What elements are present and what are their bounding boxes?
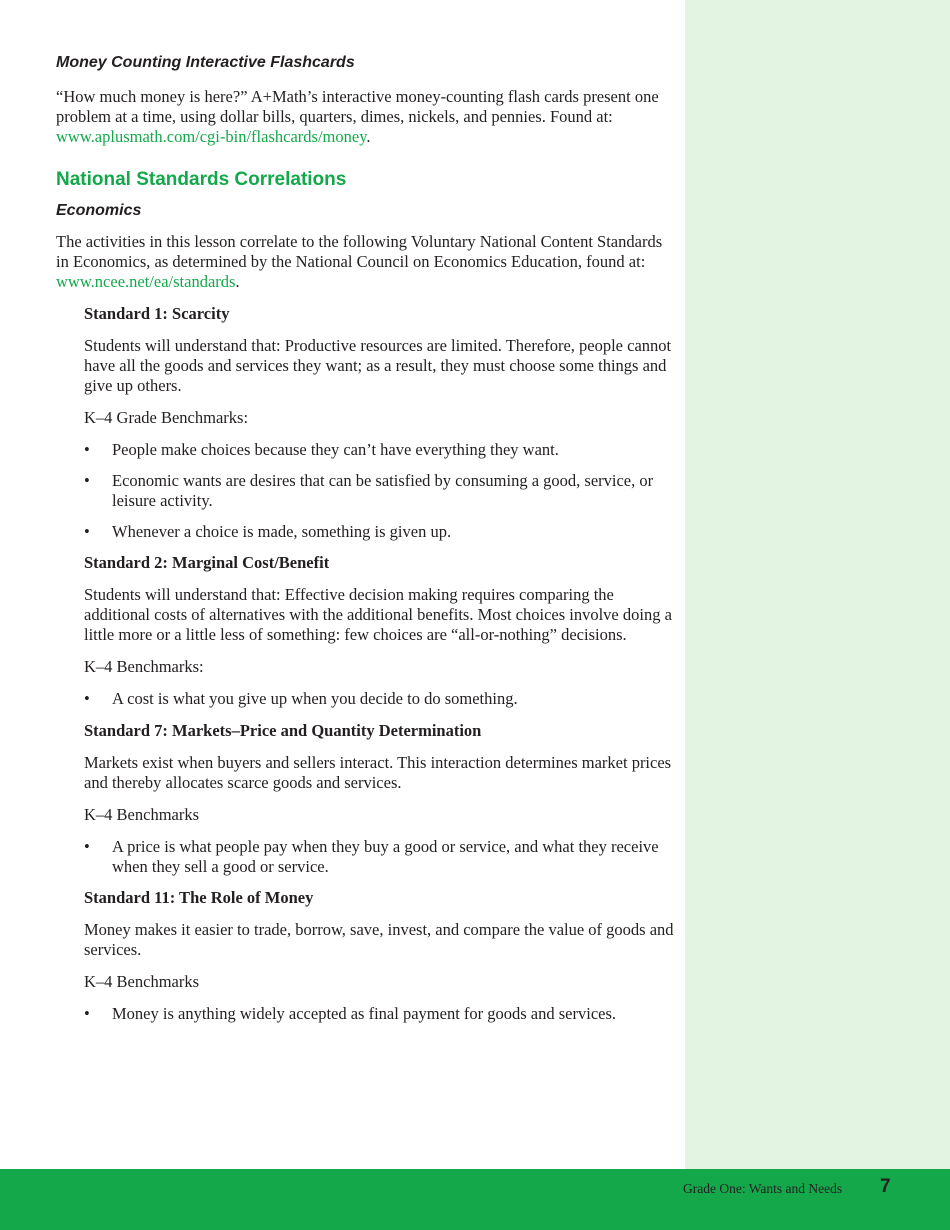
flashcards-heading: Money Counting Interactive Flashcards [56, 54, 355, 71]
standard-11-title: Standard 11: The Role of Money [84, 888, 314, 907]
standard-2-text: Students will understand that: Effective decision making requires comparing the additional costs of alternatives with the additional benefits. Most choices involve doing a little more or a little less of something: few choices are “all-or-nothing” decisions. [84, 585, 672, 644]
page-number: 7 [880, 1176, 891, 1197]
standards-intro: The activities in this lesson correlate to the following Voluntary National Content Standards in Economics, as determined by the National Council on Economics Education, found at: www.ncee.net/ea/standards. [56, 232, 663, 291]
bullet-icon: • [84, 440, 90, 459]
list-item: • Whenever a choice is made, something is given up. [84, 522, 452, 541]
standards-heading: National Standards Correlations [56, 169, 347, 190]
footer-bar [0, 1169, 950, 1230]
page-content [56, 52, 674, 1024]
bullet-icon: • [84, 689, 90, 708]
list-item: • A price is what people pay when they buy a good or service, and what they receive when they sell a good or service. [84, 837, 659, 876]
standard-7-text: Markets exist when buyers and sellers interact. This interaction determines market prices and thereby allocates scarce goods and services. [84, 753, 672, 792]
footer-title: Grade One: Wants and Needs [683, 1181, 843, 1196]
side-panel [685, 0, 950, 1169]
flashcards-paragraph: “How much money is here?” A+Math’s interactive money-counting flash cards present one problem at a time, using dollar bills, quarters, dimes, nickels, and pennies. Found at: www.aplusmath.com/cgi-bin/flashcards/money. [56, 87, 659, 146]
standard-1-title: Standard 1: Scarcity [84, 304, 230, 323]
list-item: • Money is anything widely accepted as final payment for goods and services. [84, 1004, 617, 1023]
standard-1-text: Students will understand that: Productive resources are limited. Therefore, people cannot have all the goods and services they want; as a result, they must choose some things and give up others. [84, 336, 672, 395]
bullet-icon: • [84, 837, 90, 856]
list-item: • Economic wants are desires that can be satisfied by consuming a good, service, or leisure activity. [84, 471, 654, 510]
bullet-icon: • [84, 471, 90, 490]
standard-1-benchmarks-label: K–4 Grade Benchmarks: [84, 408, 249, 427]
standard-2-title: Standard 2: Marginal Cost/Benefit [84, 553, 330, 572]
standard-7-benchmarks-label: K–4 Benchmarks [84, 805, 200, 824]
list-item: • People make choices because they can’t have everything they want. [84, 440, 559, 459]
standard-7-title: Standard 7: Markets–Price and Quantity Determination [84, 721, 482, 740]
economics-subheading: Economics [56, 202, 142, 219]
standard-2-benchmarks-label: K–4 Benchmarks: [84, 657, 204, 676]
standard-11-benchmarks-label: K–4 Benchmarks [84, 972, 200, 991]
list-item: • A cost is what you give up when you decide to do something. [84, 689, 518, 708]
bullet-icon: • [84, 1004, 90, 1023]
ncee-link[interactable]: www.ncee.net/ea/standards [56, 272, 236, 291]
aplusmath-link[interactable]: www.aplusmath.com/cgi-bin/flashcards/money [56, 127, 367, 146]
standard-11-text: Money makes it easier to trade, borrow, save, invest, and compare the value of goods and services. [84, 920, 674, 959]
bullet-icon: • [84, 522, 90, 541]
